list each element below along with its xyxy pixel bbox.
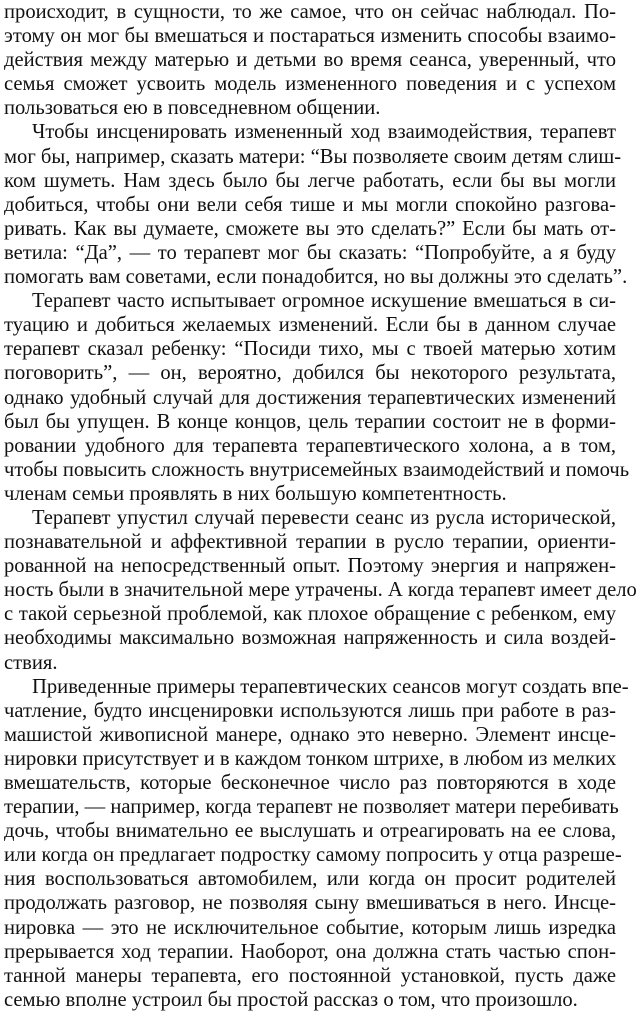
text-line: вмешательств, которые бесконечное число раз повторяются в ходе (4, 772, 616, 794)
text-line: Терапевт часто испытывает огромное искушение вмешаться в си- (32, 290, 616, 313)
text-line: прерывается ход терапии. Наоборот, она должна стать частью спон- (4, 940, 616, 963)
text-line: пользоваться ею в повседневном общении. (4, 97, 381, 120)
text-line: с такой серьезной проблемой, как плохое обращение с ребенком, ему (4, 603, 616, 626)
text-line: семья сможет усвоить модель измененного поведения и с успехом (4, 73, 616, 96)
text-line: дочь, чтобы внимательно ее выслушать и отреагировать на ее слова, (4, 820, 616, 843)
book-page (4, 0, 637, 1011)
text-line: чатление, будто инсценировки используются лишь при работе в раз- (4, 699, 616, 722)
text-line: Приведенные примеры терапевтических сеансов могут создать впе- (32, 675, 629, 698)
text-line: действия между матерью и детьми во время сеанса, уверенный, что (4, 49, 616, 72)
text-line: танной манеры терапевта, его постоянной установкой, пусть даже (4, 964, 616, 987)
text-line: рованной на непосредственный опыт. Поэтому энергия и напряжен- (4, 555, 616, 578)
text-line: мог бы, например, сказать матери: “Вы позволяете своим детям слиш- (4, 145, 622, 168)
paragraph-1 (4, 0, 616, 120)
text-line: нировка — это не исключительное событие, которым лишь изредка (4, 916, 616, 939)
text-line: продолжать разговор, не позволяя сыну вмешиваться в него. Инсце- (4, 892, 616, 915)
text-line: членам семьи проявлять в них большую компетентность. (4, 482, 507, 505)
text-line: помогать вам советами, если понадобится, но вы должны это сделать”. (4, 266, 628, 289)
text-line: ривать. Как вы думаете, сможете вы это сделать?” Если бы мать от- (4, 217, 616, 240)
text-line: этому он мог бы вмешаться и постараться изменить способы взаимо- (4, 25, 616, 48)
text-line: ком шуметь. Нам здесь было бы легче работать, если бы вы могли (4, 169, 616, 192)
text-line: ровании удобного для терапевта терапевтического холона, а в том, (4, 434, 616, 457)
paragraph-4 (4, 506, 637, 675)
text-line: необходимы максимально возможная напряженность и сила воздей- (4, 627, 616, 650)
text-line: машистой живописной манере, однако это неверно. Элемент инсце- (4, 723, 616, 746)
paragraph-2 (4, 120, 628, 289)
text-line: семью вполне устроил бы простой рассказ о том, что произошло. (4, 988, 578, 1011)
text-line: чтобы повысить сложность внутрисемейных взаимодействий и помочь (4, 458, 630, 481)
paragraph-5 (4, 675, 629, 1012)
text-line: Чтобы инсценировать измененный ход взаимодействия, терапевт (32, 121, 616, 144)
text-line: туацию и добиться желаемых изменений. Если бы в данном случае (4, 314, 616, 337)
text-line: ность были в значительной мере утрачены. А когда терапевт имеет дело (4, 579, 637, 602)
text-line: добиться, чтобы они вели себя тише и мы могли спокойно разгова- (4, 193, 616, 216)
text-line: был бы упущен. В конце концов, цель терапии состоит не в форми- (4, 410, 616, 433)
text-line: нировки присутствует и в каждом тонком штрихе, в любом из мелких (4, 747, 617, 770)
text-line: поговорить”, — он, вероятно, добился бы некоторого результата, (4, 362, 616, 385)
text-line: ния воспользоваться автомобилем, или когда он просит родителей (4, 868, 616, 891)
text-line: ствия. (4, 651, 58, 674)
text-line: терапии, — например, когда терапевт не позволяет матери перебивать (4, 796, 619, 819)
text-line: или когда он предлагает подростку самому попросить у отца разреше- (4, 844, 622, 867)
text-line: ветила: “Да”, — то терапевт мог бы сказать: “Попробуйте, а я буду (4, 241, 616, 264)
text-line: однако удобный случай для достижения терапевтических изменений (4, 386, 616, 409)
text-line: происходит, в сущности, то же самое, что он сейчас наблюдал. По- (4, 1, 616, 23)
text-line: терапевт сказал ребенку: “Посиди тихо, мы с твоей матерью хотим (4, 338, 616, 361)
paragraph-3 (4, 289, 630, 506)
text-line: Терапевт упустил случай перевести сеанс из русла исторической, (32, 506, 616, 529)
text-line: познавательной и аффективной терапии в русло терапии, ориенти- (4, 531, 616, 554)
